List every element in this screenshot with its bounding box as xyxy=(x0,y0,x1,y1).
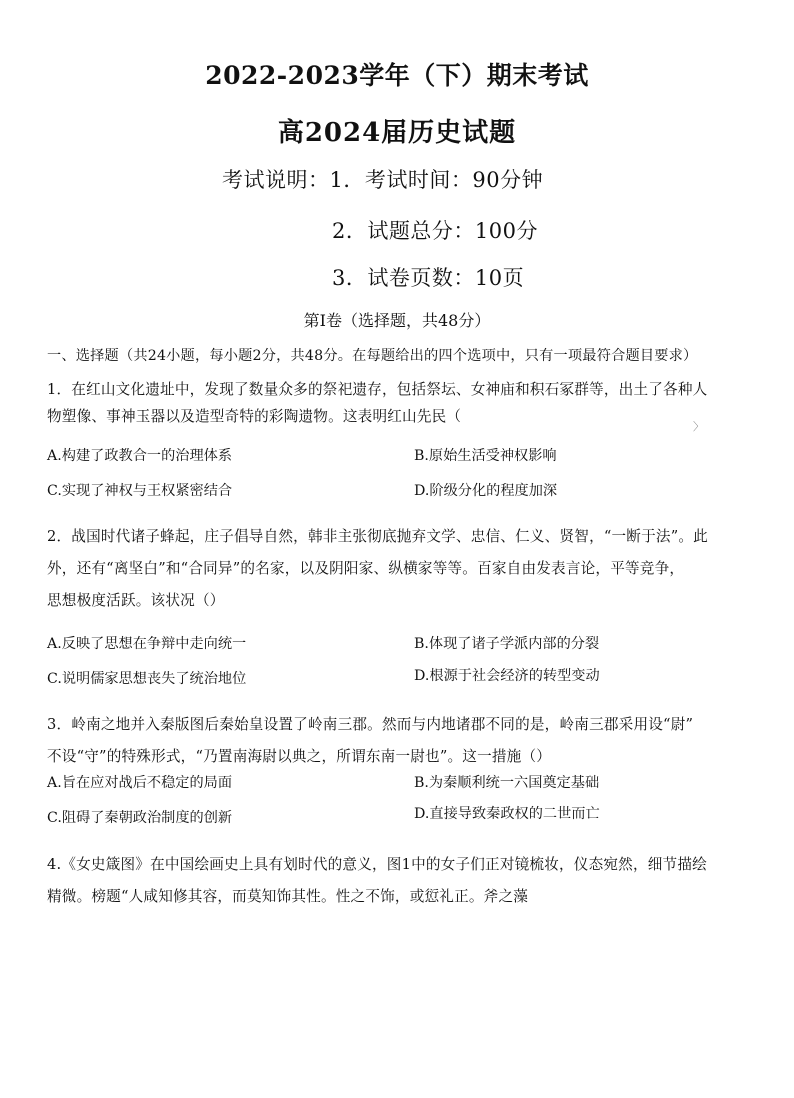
question-3-option-d: D.直接导致秦政权的二世而亡 xyxy=(414,806,600,822)
question-3-option-a: A.旨在应对战后不稳定的局面 xyxy=(47,775,233,791)
exam-title: 2022-2023学年（下）期末考试 xyxy=(205,61,589,90)
exam-note-score: 2．试题总分：100分 xyxy=(332,219,538,243)
section-instruction: 一、选择题（共24小题，每小题2分，共48分。在每题给出的四个选项中，只有一项最符合题目要求） xyxy=(47,348,698,364)
question-4-stem-line-1: 4.《女史箴图》在中国绘画史上具有划时代的意义，图1中的女子们正对镜梳妆，仪态宛然，细节描绘 xyxy=(47,856,707,873)
stray-mark: 〉 xyxy=(693,420,704,433)
question-3-option-b: B.为秦顺利统一六国奠定基础 xyxy=(414,775,600,791)
question-2-option-c: C.说明儒家思想丧失了统治地位 xyxy=(47,671,247,687)
question-3-stem-line-1: 3．岭南之地并入秦版图后秦始皇设置了岭南三郡。然而与内地诸郡不同的是，岭南三郡采用设“尉” xyxy=(47,716,694,733)
question-1-stem-line-1: 1．在红山文化遗址中，发现了数量众多的祭祀遗存，包括祭坛、女神庙和积石冢群等，出土了各种人 xyxy=(47,381,708,398)
question-2-option-a: A.反映了思想在争辩中走向统一 xyxy=(47,636,247,652)
question-1-option-c: C.实现了神权与王权紧密结合 xyxy=(47,483,233,499)
section-title: 第I卷（选择题，共48分） xyxy=(303,311,491,330)
question-4-stem-line-2: 精微。榜题“人咸知修其容，而莫知饰其性。性之不饰，或愆礼正。斧之藻 xyxy=(47,888,529,905)
question-2-stem-line-3: 思想极度活跃。该状况（） xyxy=(47,592,225,609)
question-2-stem-line-2: 外，还有“离坚白”和“合同异”的名家，以及阴阳家、纵横家等等。百家自由发表言论，平等竞争， xyxy=(47,560,685,577)
question-3-stem-line-2: 不设“守”的特殊形式，“乃置南海尉以典之，所谓东南一尉也”。这一措施（） xyxy=(47,748,552,765)
question-1-option-d: D.阶级分化的程度加深 xyxy=(414,483,558,499)
question-2-option-d: D.根源于社会经济的转型变动 xyxy=(414,668,600,684)
exam-note-time: 考试说明：1．考试时间：90分钟 xyxy=(222,168,544,192)
question-2-option-b: B.体现了诸子学派内部的分裂 xyxy=(414,636,600,652)
question-1-stem-line-2: 物塑像、事神玉器以及造型奇特的彩陶遗物。这表明红山先民（ xyxy=(47,408,462,425)
question-1-option-a: A.构建了政教合一的治理体系 xyxy=(47,448,233,464)
exam-subtitle: 高2024届历史试题 xyxy=(277,118,517,148)
question-2-stem-line-1: 2．战国时代诸子蜂起，庄子倡导自然，韩非主张彻底抛弃文学、忠信、仁义、贤智，“一断于法”。此 xyxy=(47,528,708,545)
exam-note-pages: 3．试卷页数：10页 xyxy=(332,266,525,290)
question-3-option-c: C.阻碍了秦朝政治制度的创新 xyxy=(47,810,233,826)
question-1-option-b: B.原始生活受神权影响 xyxy=(414,448,557,464)
